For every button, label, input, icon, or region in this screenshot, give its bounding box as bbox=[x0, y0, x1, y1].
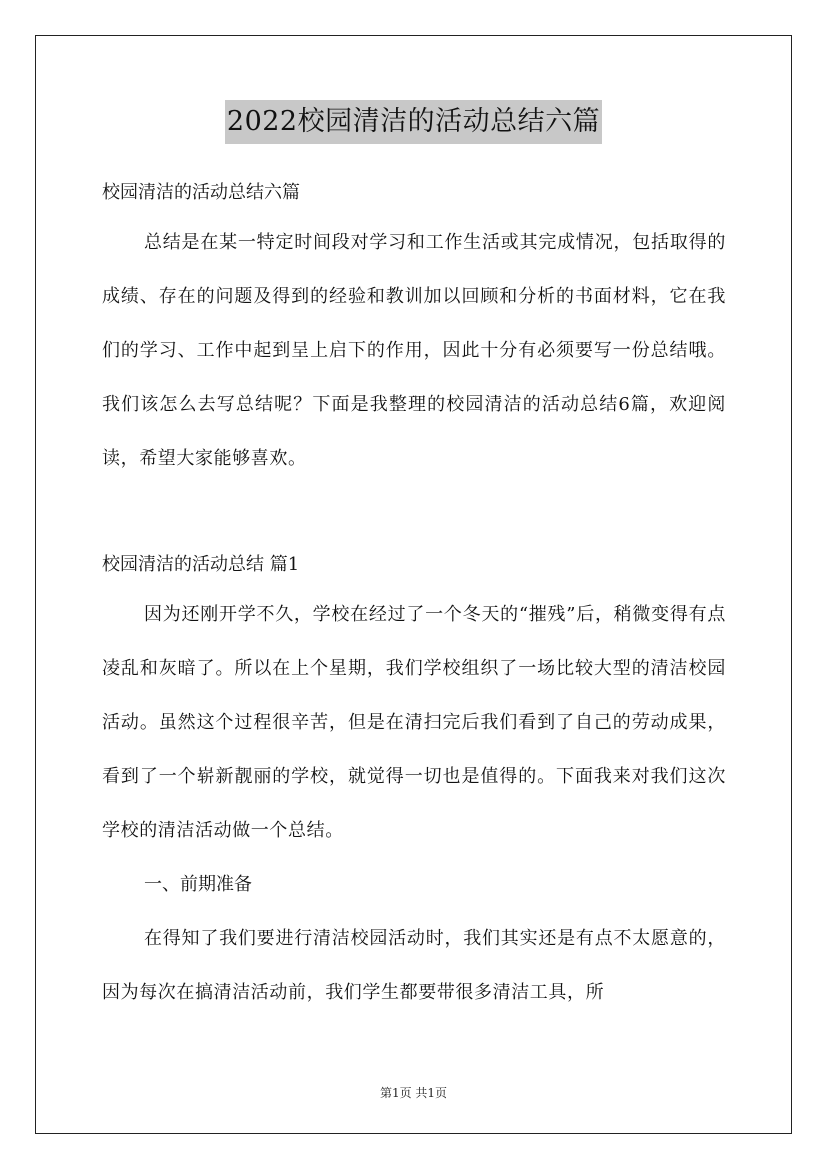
document-title: 2022校园清洁的活动总结六篇 bbox=[225, 100, 602, 144]
intro-paragraph: 总结是在某一特定时间段对学习和工作生活或其完成情况，包括取得的成绩、存在的问题及得到的经验和教训加以回顾和分析的书面材料，它在我们的学习、工作中起到呈上启下的作用，因此十分有必须要写一份总结哦。我们该怎么去写总结呢？下面是我整理的校园清洁的活动总结6篇，欢迎阅读，希望大家能够喜欢。 bbox=[102, 232, 726, 469]
section-spacer bbox=[102, 486, 726, 542]
section-paragraph-2: 在得知了我们要进行清洁校园活动时，我们其实还是有点不太愿意的，因为每次在搞清洁活动前，我们学生都要带很多清洁工具，所 bbox=[102, 928, 726, 1003]
section-subheading: 一、前期准备 bbox=[144, 874, 252, 895]
document-body bbox=[102, 170, 726, 1020]
title-container bbox=[0, 100, 827, 144]
page-footer: 第1页 共1页 bbox=[379, 1086, 448, 1100]
section-heading: 校园清洁的活动总结 篇1 bbox=[102, 554, 300, 575]
document-subtitle: 校园清洁的活动总结六篇 bbox=[102, 182, 300, 203]
section-paragraph: 因为还刚开学不久，学校在经过了一个冬天的“摧残”后，稍微变得有点凌乱和灰暗了。所以在上个星期，我们学校组织了一场比较大型的清洁校园活动。虽然这个过程很辛苦，但是在清扫完后我们看到了自己的劳动成果，看到了一个崭新靓丽的学校，就觉得一切也是值得的。下面我来对我们这次学校的清洁活动做一个总结。 bbox=[102, 604, 726, 841]
